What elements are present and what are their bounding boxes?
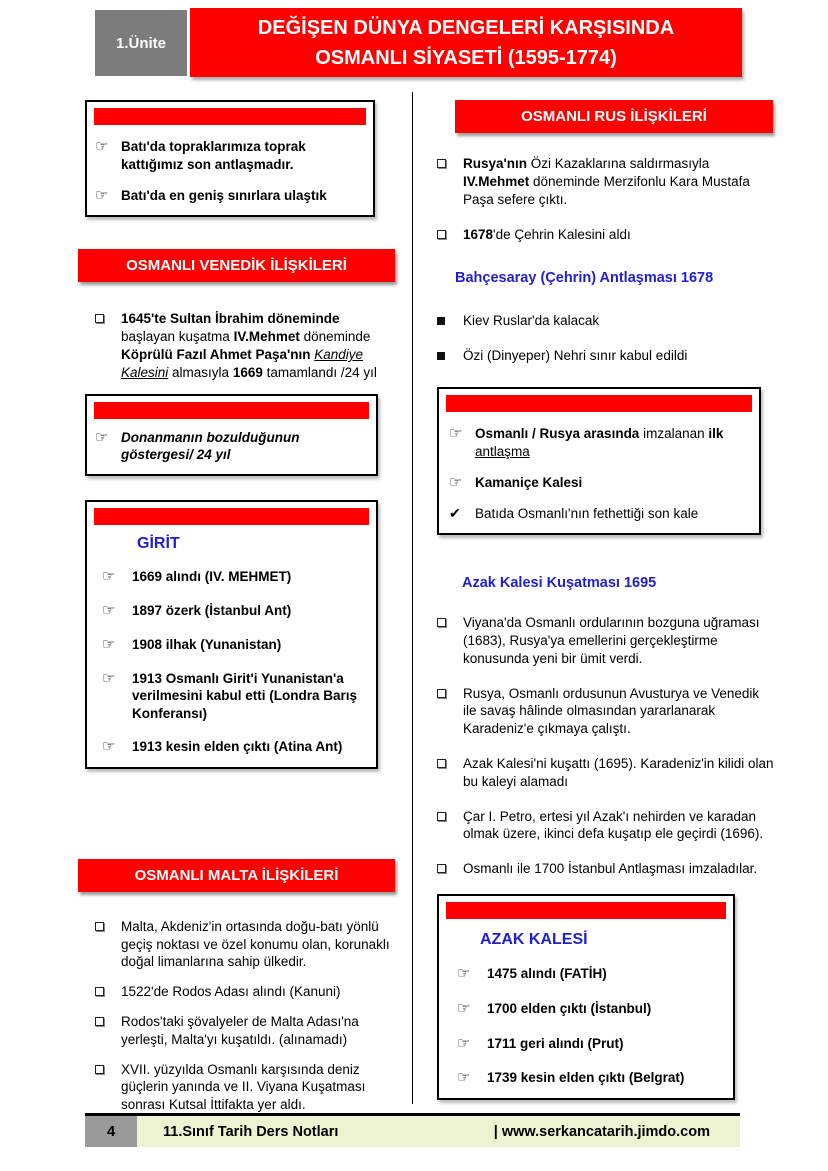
square-bullet-icon <box>95 310 121 328</box>
list-item-text: Batı'da topraklarımıza toprak kattığımız son antlaşmadır. <box>121 139 306 172</box>
filled-square-bullet-icon <box>437 347 463 365</box>
list-item <box>449 505 753 523</box>
redacted-title-bar <box>94 508 369 525</box>
list-item <box>457 1000 727 1019</box>
azak-heading: Azak Kalesi Kuşatması 1695 <box>462 575 657 592</box>
list-item-text: 1475 alındı (FATİH) <box>487 966 607 981</box>
pointing-hand-icon: ☞ <box>102 635 116 653</box>
pointing-hand-icon: ☞ <box>102 568 116 586</box>
list-item <box>449 425 753 461</box>
list-item-text: 1897 özerk (İstanbul Ant) <box>132 603 292 618</box>
right-column <box>428 95 776 1100</box>
list-item-text: Donanmanın bozulduğunun göstergesi/ 24 yıl <box>121 429 300 463</box>
list-item-text: Azak Kalesi'ni kuşattı (1695). Karadeniz'in kilidi olan bu kaleyi alamadı <box>463 755 774 789</box>
redacted-title-bar <box>94 402 369 419</box>
list-item <box>95 983 396 1001</box>
list-item-text: 1913 kesin elden çıktı (Atina Ant) <box>132 738 343 754</box>
footer-bar <box>137 1116 740 1147</box>
list-item-text: Osmanlı / Rusya arasında imzalanan ilk antlaşma <box>475 425 724 459</box>
rus-info-note-box <box>437 387 761 535</box>
redacted-title-bar <box>446 902 726 919</box>
footer-left-text: 11.Sınıf Tarih Ders Notları <box>163 1123 339 1140</box>
list-item <box>437 860 776 878</box>
pointing-hand-icon: ☞ <box>102 602 116 619</box>
redacted-title-bar <box>446 395 752 412</box>
pointing-hand-icon: ☞ <box>95 428 109 446</box>
pointing-hand-icon: ☞ <box>457 1034 471 1052</box>
malta-list <box>78 918 396 1114</box>
page-number: 4 <box>85 1116 137 1147</box>
list-item-text: Özi (Dinyeper) Nehri sınır kabul edildi <box>463 348 688 364</box>
page-title-line1: DEĞİŞEN DÜNYA DENGELERİ KARŞISINDA <box>257 16 675 39</box>
footer-site-url: | www.serkancatarih.jimdo.com <box>493 1123 710 1140</box>
list-item-text: Osmanlı ile 1700 İstanbul Antlaşması imzaladılar. <box>463 861 758 877</box>
page-footer <box>85 1113 740 1147</box>
pointing-hand-icon: ☞ <box>95 186 109 204</box>
square-bullet-icon <box>437 685 463 703</box>
list-item <box>457 1035 727 1054</box>
square-bullet-icon <box>95 918 121 936</box>
pointing-hand-icon: ☞ <box>457 999 471 1017</box>
list-item <box>95 1013 396 1049</box>
list-item <box>449 474 753 493</box>
list-item <box>102 738 370 757</box>
pointing-hand-icon: ☞ <box>457 1069 471 1087</box>
list-item-text: Rusya'nın Özi Kazaklarına saldırmasıyla IV.Mehmet döneminde Merzifonlu Kara Mustafa Paşa sefere çıktı. <box>463 156 750 207</box>
square-bullet-icon <box>437 808 463 826</box>
left-column <box>78 95 396 1114</box>
square-bullet-icon <box>437 755 463 773</box>
list-item-text: 1739 kesin elden çıktı (Belgrat) <box>487 1070 685 1086</box>
unit-label-box <box>95 10 187 76</box>
list-item <box>102 568 370 587</box>
list-item <box>95 1061 396 1114</box>
list-item-text: Kamaniçe Kalesi <box>475 474 583 490</box>
page-title-banner <box>190 8 742 77</box>
filled-square-bullet-icon <box>437 312 463 330</box>
azak-list <box>428 614 776 878</box>
square-bullet-icon <box>95 983 121 1001</box>
summary-note-box <box>85 100 375 217</box>
list-item <box>437 347 776 365</box>
donanma-note-box <box>85 394 378 477</box>
list-item <box>437 808 776 844</box>
list-item-text: 1522'de Rodos Adası alındı (Kanuni) <box>121 984 341 1000</box>
list-item-text: Malta, Akdeniz'in ortasında doğu-batı yönlü geçiş noktası ve özel konumu olan, korunaklı doğal limanlarına sahip ülkedir. <box>121 918 390 970</box>
list-item-text: Çar I. Petro, ertesi yıl Azak'ı nehirden ve karadan olmak üzere, ikinci defa kuşatıp ele geçirdi (1696). <box>463 808 764 842</box>
list-item <box>437 226 776 244</box>
square-bullet-icon <box>95 1013 121 1031</box>
list-item-text: Batı'da en geniş sınırlara ulaştık <box>121 187 327 203</box>
list-item <box>102 602 370 621</box>
page-title-line2: OSMANLI SİYASETİ (1595-1774) <box>315 46 617 69</box>
list-item-text: Rodos'taki şövalyeler de Malta Adası'na yerleşti, Malta'yı kuşatıldı. (alınamadı) <box>121 1013 359 1047</box>
unit-label: 1.Ünite <box>115 34 166 52</box>
pointing-hand-icon: ☞ <box>95 138 109 155</box>
list-item <box>437 614 776 667</box>
list-item-text: Kiev Ruslar'da kalacak <box>463 313 600 329</box>
list-item <box>457 1069 727 1088</box>
list-item-text: 1678'de Çehrin Kalesini aldı <box>463 227 631 243</box>
pointing-hand-icon: ☞ <box>449 473 463 491</box>
list-item-text: 1669 alındı (IV. MEHMET) <box>132 569 292 585</box>
square-bullet-icon <box>437 614 463 632</box>
list-item-text: Viyana'da Osmanlı ordularının bozguna uğraması (1683), Rusya'ya emellerini gerçekleştirme konusunda yeni bir ümit verdi. <box>463 615 760 666</box>
check-icon: ✔ <box>449 505 461 522</box>
square-bullet-icon <box>95 1061 121 1079</box>
list-item <box>437 312 776 330</box>
list-item <box>437 755 776 791</box>
pointing-hand-icon: ☞ <box>102 737 116 755</box>
pointing-hand-icon: ☞ <box>102 669 116 687</box>
list-item <box>93 429 370 465</box>
azak-note-box <box>437 894 735 1100</box>
list-item <box>93 138 367 174</box>
list-item-text: Batıda Osmanlı'nın fethettiği son kale <box>475 506 699 522</box>
list-item-text: 1913 Osmanlı Girit'i Yunanistan'a verilmesini kabul etti (Londra Barış Konferansı) <box>132 670 358 722</box>
list-item <box>437 685 776 738</box>
square-bullet-icon <box>437 860 463 878</box>
section-banner-malta: OSMANLI MALTA İLİŞKİLERİ <box>78 859 395 892</box>
list-item <box>437 155 776 208</box>
section-banner-rus: OSMANLI RUS İLİŞKİLERİ <box>455 100 773 133</box>
pointing-hand-icon: ☞ <box>457 965 471 982</box>
girit-note-box <box>85 500 378 768</box>
list-item-text: XVII. yüzyılda Osmanlı karşısında deniz güçlerin yanında ve II. Viyana Kuşatması sonrası Kutsal İttifakta yer aldı. <box>121 1061 366 1113</box>
pointing-hand-icon: ☞ <box>449 424 463 442</box>
list-item <box>102 636 370 655</box>
square-bullet-icon <box>437 155 463 173</box>
square-bullet-icon <box>437 226 463 244</box>
section-banner-venedik: OSMANLI VENEDİK İLİŞKİLERİ <box>78 249 395 282</box>
girit-box-title: GİRİT <box>137 535 180 553</box>
list-item <box>93 187 367 206</box>
list-item-text: 1645'te Sultan İbrahim döneminde başlayan kuşatma IV.Mehmet döneminde Köprülü Fazıl Ahmet Paşa'nın Kandiye Kalesini almasıyla 1669 tamamlandı /24 yıl <box>121 311 377 380</box>
list-item-text: 1908 ilhak (Yunanistan) <box>132 636 282 652</box>
list-item-text: 1700 elden çıktı (İstanbul) <box>487 1000 652 1016</box>
list-item <box>95 918 396 971</box>
list-item-text: 1711 geri alındı (Prut) <box>487 1035 624 1051</box>
list-item <box>457 965 727 984</box>
list-item-text: Rusya, Osmanlı ordusunun Avusturya ve Venedik ile savaş hâlinde olmasından yararlanarak Karadeniz'e çıkmaya çalıştı. <box>463 685 760 737</box>
list-item <box>102 670 370 723</box>
azak-box-title: AZAK KALESİ <box>480 931 588 948</box>
list-item <box>95 310 396 381</box>
column-divider <box>412 92 413 1104</box>
bahcesaray-heading: Bahçesaray (Çehrin) Antlaşması 1678 <box>455 270 714 287</box>
redacted-title-bar <box>94 108 366 125</box>
